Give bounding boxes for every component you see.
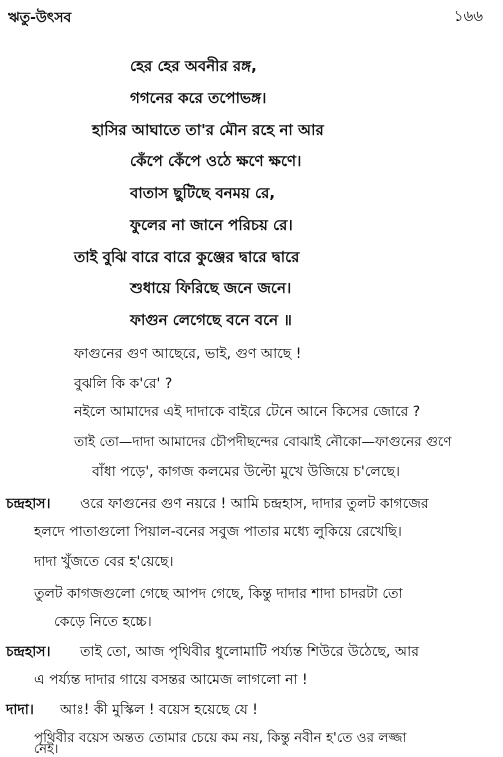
running-header: ঋতু-উৎসব [8, 10, 72, 26]
dialogue-line: বুঝলি কি ক'রে' ? [74, 376, 173, 392]
dialogue-line: দাদা খুঁজতে বের হ'য়েছে। [34, 554, 174, 570]
dialogue-line: ফাগুনের গুণ আছেরে, ভাই, গুণ আছে ! [74, 346, 302, 362]
song-line: শুধায়ে ফিরিছে জনে জনে। [130, 279, 292, 297]
song-line: বাতাস ছুটিছে বনময় রে, [130, 184, 276, 202]
dialogue-line: পৃথিবীর বয়েস অন্তত তোমার চেয়ে কম নয়, কিন্তু নবীন হ'তে ওর লজ্জা [34, 730, 407, 746]
dialogue-line: বাঁধা পড়ে', কাগজ কলমের উল্টো মুখে উজিয়ে চ'লেছে। [92, 464, 400, 480]
dialogue-line: এ পর্য্যন্ত দাদার গায়ে বসন্তর আমেজ লাগলো না ! [34, 672, 308, 688]
song-line: ফুলের না জানে পরিচয় রে। [130, 216, 293, 234]
song-line: কেঁপে কেঁপে ওঠে ক্ষণে ক্ষণে। [130, 152, 302, 170]
page-number: ১৬৬ [453, 7, 483, 25]
speaker-name: চন্দ্রহাস। [6, 496, 51, 512]
dialogue-line: হলদে পাতাগুলো পিয়াল-বনের সবুজ পাতার মধ্যে লুকিয়ে রেখেছি। [34, 524, 402, 540]
song-line: ফাগুন লেগেছে বনে বনে ॥ [130, 311, 292, 329]
speaker-name: চন্দ্রহাস। [6, 644, 51, 660]
dialogue-line: ওরে ফাগুনের গুণ নয়রে ! আমি চন্দ্রহাস, দাদার তুলট কাগজের [80, 496, 429, 512]
dialogue-line: নইলে আমাদের এই দাদাকে বাইরে টেনে আনে কিসের জোরে ? [74, 404, 421, 420]
dialogue-line: নেই। [34, 742, 59, 757]
speaker-name: দাদা। [6, 702, 34, 718]
dialogue-line: কেড়ে নিতে হচ্চে। [54, 614, 152, 630]
dialogue-line: তুলট কাগজগুলো গেছে আপদ গেছে, কিন্তু দাদার শাদা চাদরটা তো [34, 586, 403, 602]
dialogue-line: আঃ! কী মুস্কিল ! বয়েস হয়েছে যে ! [60, 702, 258, 718]
song-line: হের হের অবনীর রঙ্গ, [130, 57, 257, 75]
song-line: তাই বুঝি বারে বারে কুঞ্জের দ্বারে দ্বারে [74, 248, 300, 266]
song-line: হাসির আঘাতে তা'র মৌন রহে না আর [92, 121, 324, 139]
dialogue-line: তাই তো—দাদা আমাদের চৌপদীছন্দের বোঝাই নৌকো—ফাগুনের গুণে [74, 434, 452, 450]
dialogue-line: তাই তো, আজ পৃথিবীর ধুলোমাটি পর্য্যন্ত শিউরে উঠেছে, আর [80, 644, 419, 660]
song-line: গগনের করে তপোভঙ্গ। [130, 89, 267, 107]
